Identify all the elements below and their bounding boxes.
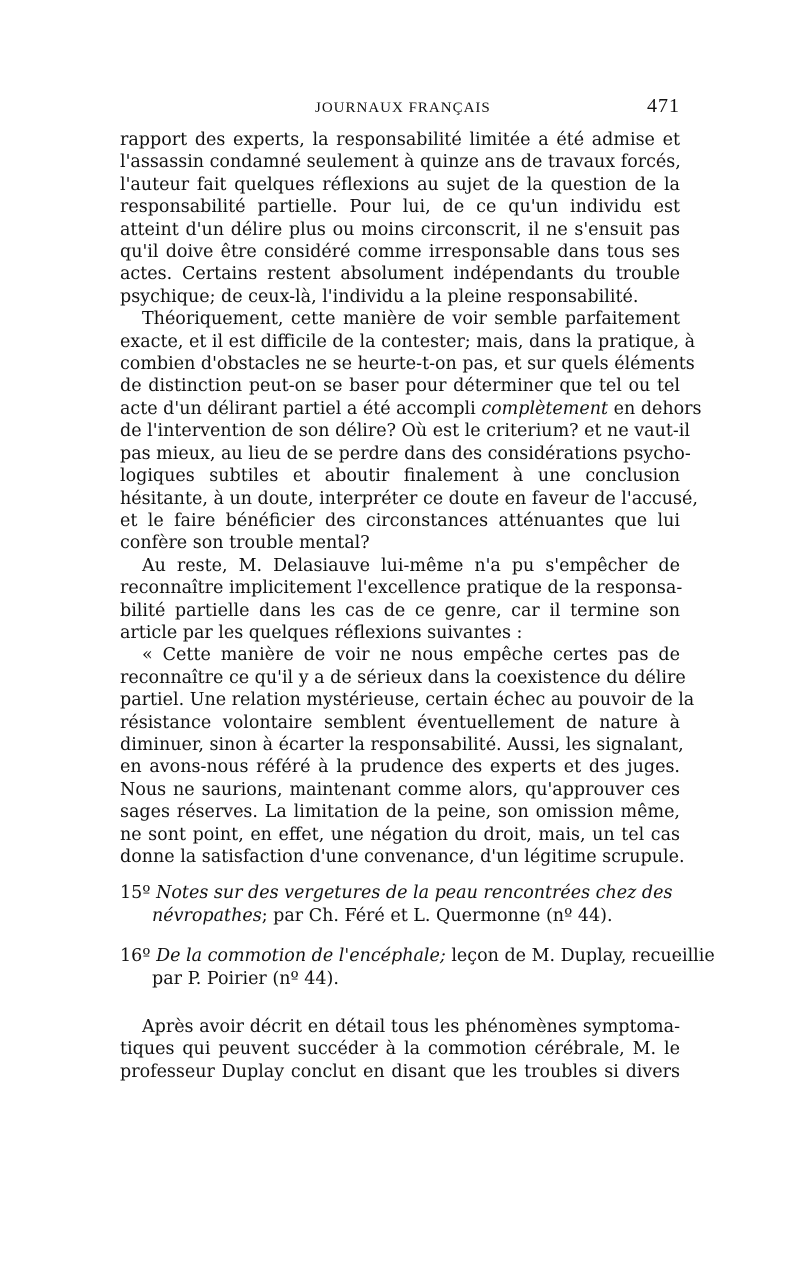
text-line: « Cette manière de voir ne nous empêche certes pas de (142, 645, 680, 666)
text-line: en avons-nous référé à la prudence des experts et des juges. (120, 757, 680, 778)
text-line (120, 945, 715, 967)
text-line: Après avoir décrit en détail tous les phénomènes symptoma- (142, 1017, 680, 1038)
paragraph-theoriquement (120, 308, 702, 554)
text-line: tiques qui peuvent succéder à la commotion cérébrale, M. le (120, 1039, 680, 1060)
entry-title: Notes sur des vergetures de la peau rencontrées chez des (156, 883, 673, 904)
spacer (120, 868, 680, 882)
text-line: qu'il doive être considéré comme irresponsable dans tous ses (120, 242, 680, 263)
entry-number: 15º (120, 883, 151, 904)
text-line: Théoriquement, cette manière de voir semble parfaitement (142, 309, 680, 330)
page-number: 471 (647, 95, 680, 117)
document-page (120, 95, 715, 1083)
text-line: donne la satisfaction d'une convenance, d'un légitime scrupule. (120, 847, 685, 867)
text-line: partiel. Une relation mystérieuse, certain échec au pouvoir de la (120, 690, 695, 711)
entry-text: leçon de M. Duplay, recueillie (445, 946, 715, 967)
text-line: atteint d'un délire plus ou moins circonscrit, il ne s'ensuit pas (120, 219, 680, 240)
entry-title: De la commotion de l'encéphale; (156, 946, 446, 967)
spacer (120, 927, 680, 945)
text-line: de distinction peut-on se baser pour déterminer que tel ou tel (120, 376, 680, 397)
text-line: l'auteur fait quelques réflexions au sujet de la question de la (120, 174, 680, 195)
text-line: professeur Duplay conclut en disant que les troubles si divers (120, 1061, 680, 1082)
text-line: sages réserves. La limitation de la peine, son omission même, (120, 802, 680, 823)
entry-number: 16º (120, 946, 151, 967)
text-line: Au reste, M. Delasiauve lui-même n'a pu s'empêcher de (142, 555, 680, 576)
paragraph-responsabilite (120, 129, 680, 308)
text-line: psychique; de ceux-là, l'individu a la pleine responsabilité. (120, 286, 639, 307)
text-line: Nous ne saurions, maintenant comme alors, qu'approuver ces (120, 779, 680, 800)
entry-title: névropathes (152, 905, 262, 926)
bibliography-entry-15 (120, 882, 680, 927)
text-fragment: acte d'un délirant partiel a été accompli (120, 398, 476, 419)
text-line: hésitante, à un doute, interpréter ce doute en faveur de l'accusé, (120, 488, 698, 509)
text-line: ne sont point, en effet, une négation du droit, mais, un tel cas (120, 824, 680, 845)
text-line: l'assassin condamné seulement à quinze ans de travaux forcés, (120, 152, 681, 173)
text-line: reconnaître implicitement l'excellence pratique de la responsa- (120, 578, 683, 599)
text-line (120, 905, 680, 927)
text-fragment: en dehors (613, 398, 702, 419)
text-line: responsabilité partielle. Pour lui, de ce qu'un individu est (120, 197, 680, 218)
quotation (120, 644, 695, 868)
running-header (120, 95, 680, 129)
text-line: reconnaître ce qu'il y a de sérieux dans la coexistence du délire (120, 667, 686, 688)
text-line: bilité partielle dans les cas de ce genre, car il termine son (120, 600, 680, 621)
text-line: et le faire bénéficier des circonstances atténuantes que lui (120, 510, 680, 531)
text-line: article par les quelques réflexions suivantes : (120, 622, 523, 643)
paragraph-au-reste (120, 555, 683, 645)
text-line: par P. Poirier (nº 44). (152, 968, 339, 989)
text-line: logiques subtiles et aboutir finalement à une conclusion (120, 466, 680, 487)
text-line (120, 882, 680, 904)
text-line: résistance volontaire semblent éventuellement de nature à (120, 712, 680, 733)
text-line: exacte, et il est difficile de la contester; mais, dans la pratique, à (120, 331, 696, 352)
text-line: confère son trouble mental? (120, 533, 370, 554)
text-line: rapport des experts, la responsabilité limitée a été admise et (120, 130, 680, 150)
text-line: de l'intervention de son délire? Où est le criterium? et ne vaut-il (120, 421, 690, 442)
bibliography-entry-16 (120, 945, 715, 990)
spacer (120, 990, 680, 1016)
text-line (120, 398, 702, 420)
italic-word: complètement (481, 398, 609, 419)
text-line: actes. Certains restent absolument indépendants du trouble (120, 264, 680, 285)
text-line: diminuer, sinon à écarter la responsabilité. Aussi, les signalant, (120, 734, 684, 755)
text-line: combien d'obstacles ne se heurte-t-on pas, et sur quels éléments (120, 354, 695, 375)
running-title: JOURNAUX FRANÇAIS (315, 100, 491, 116)
paragraph-apres-avoir (120, 1016, 680, 1083)
text-line: pas mieux, au lieu de se perdre dans des considérations psycho- (120, 443, 691, 464)
entry-authors: ; par Ch. Féré et L. Quermonne (nº 44). (261, 905, 613, 926)
